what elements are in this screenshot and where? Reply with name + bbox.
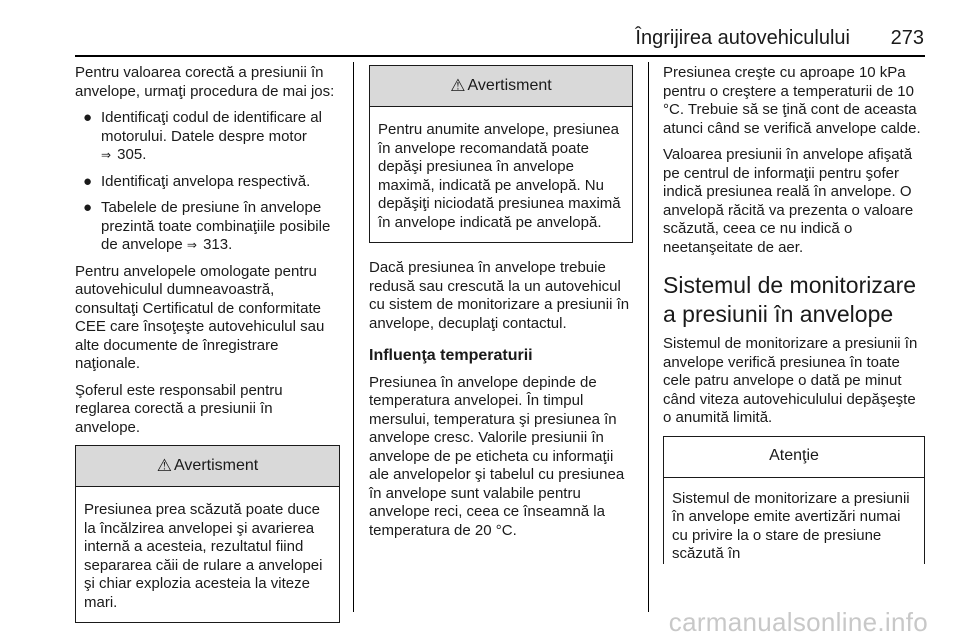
list-item-text: Identificaţi codul de identificare al motorului. Datele despre motor (101, 109, 322, 145)
column-divider (648, 62, 649, 612)
bullet-icon: ● (83, 109, 93, 126)
page-reference: 313. (203, 236, 233, 253)
bullet-list (75, 109, 340, 255)
caution-text: Sistemul de monitorizare a presiunii în anvelope emite avertizări numai cu privire la o stare de presiune scăzută în (672, 489, 910, 562)
warning-body (76, 487, 339, 622)
caution-box (663, 436, 925, 564)
list-item (75, 109, 340, 165)
column-divider (353, 62, 354, 612)
list-item-text: Identificaţi anvelopa respectivă. (101, 172, 311, 190)
page-reference-arrow-icon: ⇒ (186, 238, 197, 252)
column-3 (663, 64, 925, 572)
caution-title: Atenţie (769, 447, 819, 465)
column-2 (369, 62, 633, 548)
paragraph: Presiunea creşte cu aproape 10 kPa pentru o creştere a temperaturii de 10 °C. Trebuie să se ţină cont de aceasta atunci când se verifică anvelope calde. (663, 64, 921, 137)
warning-title: Avertisment (174, 456, 259, 474)
warning-triangle-icon: ⚠ (450, 75, 466, 95)
warning-box (75, 445, 340, 623)
paragraph: Pentru anvelopele omologate pentru autovehiculul dumneavoastră, consultaţi Certificatul de conformitate CEE care însoţeşte autovehiculul sau alte documente de înregistrare naţionale. (75, 262, 325, 372)
warning-box (369, 65, 633, 243)
bullet-icon: ● (83, 199, 93, 216)
section-heading: Sistemul de monitorizare a presiunii în anvelope (663, 272, 917, 327)
list-item (75, 199, 340, 255)
warning-header (76, 446, 339, 487)
warning-body (370, 107, 632, 242)
warning-header (370, 66, 632, 107)
page-header (0, 0, 960, 60)
page-number: 273 (890, 27, 924, 49)
page-reference: 305. (117, 146, 147, 163)
warning-text: Presiunea prea scăzută poate duce la încălzirea anvelopei şi avarierea internă a acesteia, rezultatul fiind separarea căii de rulare a anvelopei şi chiar explozia acesteia la viteze mari. (84, 501, 323, 611)
paragraph: Presiunea în anvelope depinde de temperatura anvelopei. În timpul mersului, temperatura şi presiunea în anvelope cresc. Valorile presiunii în anvelope de pe eticheta cu informaţii ale anvelopelor şi tabelul cu presiunea în anvelope sunt valabile pentru anvelope reci, ceea ce înseamnă la temperatura de 20 °C. (369, 373, 625, 539)
warning-title: Avertisment (467, 76, 552, 94)
list-item (75, 173, 340, 192)
caution-body (664, 478, 924, 564)
header-rule (75, 55, 925, 57)
subheading: Influenţa temperaturii (369, 347, 533, 364)
warning-text: Pentru anumite anvelope, presiunea în anvelope recomandată poate depăşi presiunea în anvelope maximă, indicată pe anvelopă. Nu depăşiţi niciodată presiunea maximă în anvelope indicată pe anvelopă. (378, 121, 621, 231)
warning-triangle-icon: ⚠ (156, 455, 173, 475)
page-title: Îngrijirea autovehiculului (635, 27, 850, 49)
list-item-text: Tabelele de presiune în anvelope prezintă toate combinaţiile posibile de anvelope (101, 199, 331, 253)
bullet-icon: ● (83, 172, 93, 190)
paragraph: Valoarea presiunii în anvelope afişată pe centrul de informaţii pentru şofer indică presiunea reală în anvelope. O anvelopă răcită va prezenta o valoare scăzută, ceea ce nu indică o neetanşeitate de aer. (663, 146, 914, 256)
paragraph: Sistemul de monitorizare a presiunii în anvelope verifică presiunea în toate cele patru anvelope o dată pe minut când viteza autovehiculului depăşeşte o anumită limită. (663, 335, 918, 426)
caution-header (664, 437, 924, 478)
paragraph: Pentru valoarea corectă a presiunii în anvelope, urmaţi procedura de mai jos: (75, 64, 335, 100)
column-1 (75, 64, 340, 639)
watermark-text: carmanualsonline.info (668, 607, 928, 637)
paragraph: Şoferul este responsabil pentru reglarea corectă a presiunii în anvelope. (75, 381, 283, 436)
paragraph: Dacă presiunea în anvelope trebuie redusă sau crescută la un autovehicul cu sistem de monitorizare a presiunii în anvelope, decuplaţi contactul. (369, 259, 630, 332)
page-reference-arrow-icon: ⇒ (101, 148, 112, 162)
